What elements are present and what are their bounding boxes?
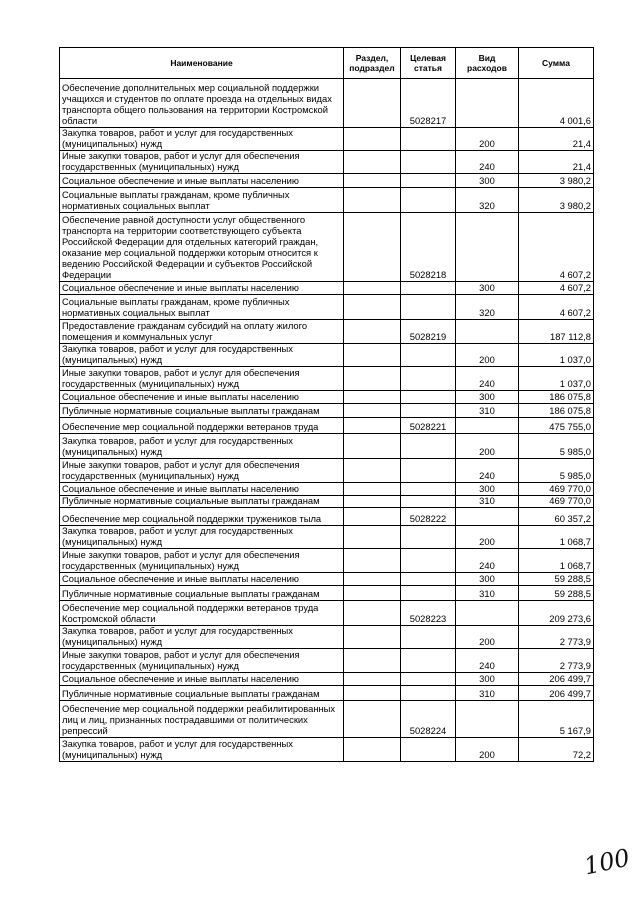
table-row bbox=[60, 700, 594, 737]
row-vr: 200 bbox=[456, 343, 519, 366]
row-name: Иные закупки товаров, работ и услуг для обеспечения государственных (муниципальных) нужд bbox=[60, 648, 344, 672]
table-row bbox=[60, 319, 594, 343]
row-vr: 240 bbox=[456, 648, 519, 672]
table-row bbox=[60, 585, 594, 600]
row-name: Закупка товаров, работ и услуг для государственных (муниципальных) нужд bbox=[60, 128, 344, 151]
row-razdel bbox=[344, 212, 401, 281]
row-name: Обеспечение мер социальной поддержки тружеников тыла bbox=[60, 507, 344, 525]
row-cs bbox=[401, 458, 456, 482]
row-sum: 21,4 bbox=[519, 128, 594, 151]
row-sum: 469 770,0 bbox=[519, 482, 594, 495]
table-row bbox=[60, 128, 594, 151]
table-body bbox=[60, 79, 594, 762]
row-name: Социальное обеспечение и иные выплаты населению bbox=[60, 281, 344, 294]
header-name: Наименование bbox=[60, 48, 344, 79]
row-vr bbox=[456, 700, 519, 737]
row-cs: 5028219 bbox=[401, 319, 456, 343]
row-name: Публичные нормативные социальные выплаты гражданам bbox=[60, 585, 344, 600]
table-row bbox=[60, 366, 594, 390]
header-razdel: Раздел, подраздел bbox=[344, 48, 401, 79]
row-razdel bbox=[344, 281, 401, 294]
row-vr: 310 bbox=[456, 403, 519, 417]
table-row bbox=[60, 187, 594, 212]
row-cs: 5028221 bbox=[401, 417, 456, 433]
row-vr bbox=[456, 417, 519, 433]
row-vr: 300 bbox=[456, 173, 519, 187]
row-razdel bbox=[344, 79, 401, 128]
table-row bbox=[60, 672, 594, 685]
row-razdel bbox=[344, 173, 401, 187]
row-razdel bbox=[344, 343, 401, 366]
table-row bbox=[60, 482, 594, 495]
row-razdel bbox=[344, 482, 401, 495]
row-name: Закупка товаров, работ и услуг для государственных (муниципальных) нужд bbox=[60, 737, 344, 761]
row-name: Иные закупки товаров, работ и услуг для обеспечения государственных (муниципальных) нужд bbox=[60, 548, 344, 572]
row-vr: 200 bbox=[456, 433, 519, 458]
row-sum: 209 273,6 bbox=[519, 600, 594, 625]
header-cs: Целевая статья bbox=[401, 48, 456, 79]
row-razdel bbox=[344, 525, 401, 548]
row-razdel bbox=[344, 572, 401, 585]
row-razdel bbox=[344, 458, 401, 482]
row-name: Обеспечение мер социальной поддержки ветеранов труда bbox=[60, 417, 344, 433]
row-vr bbox=[456, 507, 519, 525]
row-razdel bbox=[344, 507, 401, 525]
row-sum: 1 068,7 bbox=[519, 548, 594, 572]
row-sum: 186 075,8 bbox=[519, 390, 594, 403]
row-sum: 3 980,2 bbox=[519, 173, 594, 187]
row-razdel bbox=[344, 417, 401, 433]
row-sum: 469 770,0 bbox=[519, 495, 594, 507]
row-cs bbox=[401, 495, 456, 507]
row-razdel bbox=[344, 390, 401, 403]
row-vr: 310 bbox=[456, 585, 519, 600]
row-razdel bbox=[344, 403, 401, 417]
row-cs bbox=[401, 482, 456, 495]
row-sum: 475 755,0 bbox=[519, 417, 594, 433]
row-vr: 320 bbox=[456, 187, 519, 212]
row-name: Публичные нормативные социальные выплаты гражданам bbox=[60, 403, 344, 417]
row-name: Обеспечение равной доступности услуг общественного транспорта на территории соответствующего субъекта Российской Федерации для отдельных категорий граждан, оказание мер социальной поддержки которым относится к ведению Российской Федерации и субъектов Российской Федерации bbox=[60, 212, 344, 281]
row-vr bbox=[456, 319, 519, 343]
row-vr: 200 bbox=[456, 525, 519, 548]
table-row bbox=[60, 600, 594, 625]
row-razdel bbox=[344, 648, 401, 672]
row-name: Обеспечение мер социальной поддержки ветеранов труда Костромской области bbox=[60, 600, 344, 625]
row-razdel bbox=[344, 495, 401, 507]
row-sum: 72,2 bbox=[519, 737, 594, 761]
row-cs bbox=[401, 585, 456, 600]
row-cs bbox=[401, 150, 456, 173]
table-row bbox=[60, 212, 594, 281]
row-vr: 300 bbox=[456, 572, 519, 585]
row-sum: 21,4 bbox=[519, 150, 594, 173]
row-sum: 5 985,0 bbox=[519, 458, 594, 482]
row-cs bbox=[401, 128, 456, 151]
row-sum: 1 037,0 bbox=[519, 366, 594, 390]
row-cs bbox=[401, 187, 456, 212]
row-name: Социальные выплаты гражданам, кроме публичных нормативных социальных выплат bbox=[60, 187, 344, 212]
table-row bbox=[60, 458, 594, 482]
row-razdel bbox=[344, 737, 401, 761]
row-vr bbox=[456, 600, 519, 625]
row-razdel bbox=[344, 366, 401, 390]
row-name: Социальное обеспечение и иные выплаты населению bbox=[60, 672, 344, 685]
row-razdel bbox=[344, 128, 401, 151]
row-cs: 5028224 bbox=[401, 700, 456, 737]
row-vr bbox=[456, 79, 519, 128]
row-name: Закупка товаров, работ и услуг для государственных (муниципальных) нужд bbox=[60, 525, 344, 548]
row-vr: 240 bbox=[456, 458, 519, 482]
row-vr: 240 bbox=[456, 150, 519, 173]
row-cs bbox=[401, 572, 456, 585]
row-cs: 5028223 bbox=[401, 600, 456, 625]
row-cs bbox=[401, 625, 456, 648]
table-row bbox=[60, 737, 594, 761]
row-vr: 240 bbox=[456, 548, 519, 572]
row-sum: 59 288,5 bbox=[519, 572, 594, 585]
row-sum: 206 499,7 bbox=[519, 685, 594, 700]
header-vr: Вид расходов bbox=[456, 48, 519, 79]
row-sum: 60 357,2 bbox=[519, 507, 594, 525]
row-sum: 5 985,0 bbox=[519, 433, 594, 458]
table-row bbox=[60, 507, 594, 525]
row-name: Иные закупки товаров, работ и услуг для обеспечения государственных (муниципальных) нужд bbox=[60, 150, 344, 173]
row-name: Социальное обеспечение и иные выплаты населению bbox=[60, 572, 344, 585]
page-number: 100 bbox=[581, 843, 633, 881]
table-row bbox=[60, 685, 594, 700]
table-row bbox=[60, 548, 594, 572]
row-name: Социальное обеспечение и иные выплаты населению bbox=[60, 173, 344, 187]
row-cs bbox=[401, 294, 456, 319]
row-name: Предоставление гражданам субсидий на оплату жилого помещения и коммунальных услуг bbox=[60, 319, 344, 343]
table-row bbox=[60, 173, 594, 187]
row-vr: 240 bbox=[456, 366, 519, 390]
row-cs bbox=[401, 672, 456, 685]
row-vr: 300 bbox=[456, 390, 519, 403]
row-sum: 5 167,9 bbox=[519, 700, 594, 737]
table-row bbox=[60, 390, 594, 403]
row-sum: 2 773,9 bbox=[519, 648, 594, 672]
budget-table bbox=[59, 47, 594, 762]
row-cs: 5028218 bbox=[401, 212, 456, 281]
row-sum: 4 607,2 bbox=[519, 281, 594, 294]
row-razdel bbox=[344, 319, 401, 343]
row-sum: 4 607,2 bbox=[519, 294, 594, 319]
row-name: Социальное обеспечение и иные выплаты населению bbox=[60, 390, 344, 403]
row-razdel bbox=[344, 433, 401, 458]
table-row bbox=[60, 294, 594, 319]
row-razdel bbox=[344, 672, 401, 685]
row-razdel bbox=[344, 625, 401, 648]
row-razdel bbox=[344, 187, 401, 212]
row-vr: 200 bbox=[456, 625, 519, 648]
row-cs: 5028222 bbox=[401, 507, 456, 525]
table-row bbox=[60, 79, 594, 128]
row-name: Закупка товаров, работ и услуг для государственных (муниципальных) нужд bbox=[60, 343, 344, 366]
row-cs bbox=[401, 685, 456, 700]
row-name: Иные закупки товаров, работ и услуг для обеспечения государственных (муниципальных) нужд bbox=[60, 458, 344, 482]
row-sum: 186 075,8 bbox=[519, 403, 594, 417]
row-sum: 187 112,8 bbox=[519, 319, 594, 343]
row-razdel bbox=[344, 150, 401, 173]
row-vr bbox=[456, 212, 519, 281]
row-sum: 4 607,2 bbox=[519, 212, 594, 281]
row-razdel bbox=[344, 585, 401, 600]
row-razdel bbox=[344, 548, 401, 572]
row-razdel bbox=[344, 685, 401, 700]
row-name: Обеспечение мер социальной поддержки реабилитированных лиц и лиц, признанных пострадавшими от политических репрессий bbox=[60, 700, 344, 737]
row-vr: 300 bbox=[456, 672, 519, 685]
row-vr: 310 bbox=[456, 495, 519, 507]
table-row bbox=[60, 343, 594, 366]
row-cs bbox=[401, 548, 456, 572]
row-vr: 310 bbox=[456, 685, 519, 700]
table-row bbox=[60, 572, 594, 585]
row-cs bbox=[401, 648, 456, 672]
row-sum: 59 288,5 bbox=[519, 585, 594, 600]
row-cs bbox=[401, 281, 456, 294]
row-sum: 206 499,7 bbox=[519, 672, 594, 685]
row-cs bbox=[401, 433, 456, 458]
row-vr: 320 bbox=[456, 294, 519, 319]
row-cs bbox=[401, 390, 456, 403]
row-sum: 4 001,6 bbox=[519, 79, 594, 128]
row-name: Закупка товаров, работ и услуг для государственных (муниципальных) нужд bbox=[60, 433, 344, 458]
row-vr: 200 bbox=[456, 737, 519, 761]
row-cs bbox=[401, 343, 456, 366]
table-row bbox=[60, 417, 594, 433]
row-cs bbox=[401, 403, 456, 417]
table-row bbox=[60, 525, 594, 548]
row-cs: 5028217 bbox=[401, 79, 456, 128]
row-name: Социальное обеспечение и иные выплаты населению bbox=[60, 482, 344, 495]
row-vr: 300 bbox=[456, 281, 519, 294]
header-sum: Сумма bbox=[519, 48, 594, 79]
header-row bbox=[60, 48, 594, 79]
row-sum: 1 037,0 bbox=[519, 343, 594, 366]
row-sum: 2 773,9 bbox=[519, 625, 594, 648]
row-name: Иные закупки товаров, работ и услуг для обеспечения государственных (муниципальных) нужд bbox=[60, 366, 344, 390]
row-name: Публичные нормативные социальные выплаты гражданам bbox=[60, 685, 344, 700]
row-razdel bbox=[344, 600, 401, 625]
table-row bbox=[60, 648, 594, 672]
row-name: Публичные нормативные социальные выплаты гражданам bbox=[60, 495, 344, 507]
row-name: Закупка товаров, работ и услуг для государственных (муниципальных) нужд bbox=[60, 625, 344, 648]
row-sum: 3 980,2 bbox=[519, 187, 594, 212]
row-sum: 1 068,7 bbox=[519, 525, 594, 548]
row-cs bbox=[401, 173, 456, 187]
row-cs bbox=[401, 525, 456, 548]
table-row bbox=[60, 403, 594, 417]
table-row bbox=[60, 625, 594, 648]
table-row bbox=[60, 281, 594, 294]
table-row bbox=[60, 495, 594, 507]
row-cs bbox=[401, 737, 456, 761]
row-name: Обеспечение дополнительных мер социальной поддержки учащихся и студентов по оплате проезда на отдельных видах транспорта общего пользования на территории Костромской области bbox=[60, 79, 344, 128]
row-cs bbox=[401, 366, 456, 390]
table-row bbox=[60, 150, 594, 173]
row-razdel bbox=[344, 294, 401, 319]
table-row bbox=[60, 433, 594, 458]
row-vr: 300 bbox=[456, 482, 519, 495]
row-razdel bbox=[344, 700, 401, 737]
row-vr: 200 bbox=[456, 128, 519, 151]
row-name: Социальные выплаты гражданам, кроме публичных нормативных социальных выплат bbox=[60, 294, 344, 319]
